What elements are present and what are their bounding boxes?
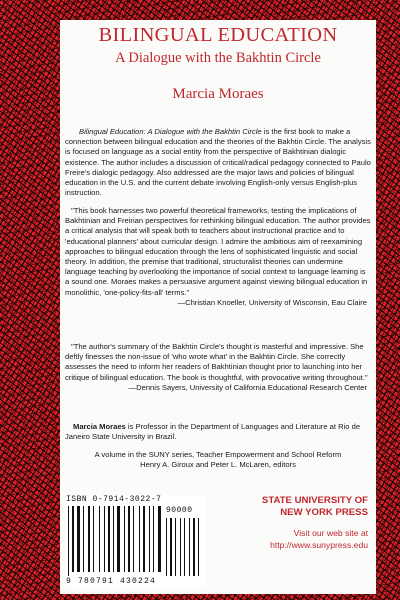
series-note xyxy=(65,450,371,470)
barcode-bar xyxy=(143,506,145,572)
series-line-2: Henry A. Giroux and Peter L. McLaren, editors xyxy=(140,460,296,470)
barcode-bar xyxy=(83,506,84,572)
publisher-line-2: NEW YORK PRESS xyxy=(280,507,368,518)
barcode-bar xyxy=(113,506,114,572)
barcode-bar xyxy=(117,506,120,572)
endorsement-1 xyxy=(65,206,371,308)
publisher-name xyxy=(262,495,368,519)
endorsement-1-quote: "This book harnesses two powerful theoretical frameworks, testing the implications of Bakhtinian and Freirian perspectives for rethinking bilingual education. The author provides a critical analysis that will speak both to teachers about instructional practice and to 'educational planners' about curricular design. I admire the ambitious aim of reexamining approaches to bilingual education through the lens of sophisticated linguistic and social theory. In addition, the premise that traditional, structuralist theories can undermine language teaching by overlooking the importance of social context to language learning is a sound one. Moraes makes a persuasive argument against viewing bilingual education in monolithic, 'one-policy-fits-all' terms." xyxy=(65,206,371,297)
barcode-bar xyxy=(158,506,161,572)
barcode-bars xyxy=(66,506,206,576)
endorsement-2 xyxy=(65,342,371,393)
website-line-1: Visit our web site at xyxy=(293,528,368,538)
bio-name: Marcia Moraes xyxy=(73,422,126,431)
publisher-website xyxy=(270,528,368,551)
barcode-bar xyxy=(133,506,134,572)
endorsement-1-attribution: —Christian Knoeller, University of Wisconsin, Eau Claire xyxy=(177,297,367,307)
barcode-bar xyxy=(128,506,130,572)
book-subtitle: A Dialogue with the Bakhtin Circle xyxy=(115,50,321,66)
book-author: Marcia Moraes xyxy=(172,86,264,102)
addon-bar xyxy=(170,518,172,576)
addon-bar xyxy=(198,518,199,576)
barcode-bar xyxy=(93,506,94,572)
ean-number: 9 780791 430224 xyxy=(66,577,157,586)
barcode-bar xyxy=(104,506,105,572)
isbn-number: ISBN 0-7914-3022-7 xyxy=(66,495,162,504)
description-book-title: Bilingual Education: A Dialogue with the Bakhtin Circle xyxy=(79,127,262,136)
addon-bar xyxy=(175,518,176,576)
barcode-bar xyxy=(77,506,80,572)
book-title: BILINGUAL EDUCATION xyxy=(98,24,338,46)
barcode-addon: 90000 xyxy=(166,506,193,515)
barcode-bar xyxy=(108,506,110,572)
addon-bar xyxy=(180,518,181,576)
barcode-bar xyxy=(139,506,140,572)
addon-bar xyxy=(184,518,185,576)
isbn-barcode xyxy=(66,495,206,587)
endorsement-2-quote: "The author's summary of the Bakhtin Circle's thought is masterful and impressive. She deftly finesses the non-issue of 'who wrote what' in the Bakhtin Circle. She correctly assesses the need to inform her readers of Bakhtinian thought prior to launching into her critique of bilingual education. The book is thoughtful, with provocative writing throughout." xyxy=(65,342,368,382)
website-url[interactable]: http://www.sunypress.edu xyxy=(270,539,368,550)
addon-bar xyxy=(193,518,195,576)
addon-bar xyxy=(189,518,190,576)
series-line-1: A volume in the SUNY series, Teacher Empowerment and School Reform xyxy=(94,450,342,459)
addon-bar xyxy=(166,518,167,576)
barcode-bar xyxy=(149,506,150,572)
endorsement-2-attribution: —Dennis Sayers, University of California Educational Research Center xyxy=(128,382,367,392)
barcode-bar xyxy=(72,506,74,572)
barcode-bar xyxy=(153,506,154,572)
author-bio xyxy=(65,422,371,442)
barcode-bar xyxy=(99,506,100,572)
back-cover-panel xyxy=(60,20,376,594)
publisher-line-1: STATE UNIVERSITY OF xyxy=(261,495,368,506)
book-description xyxy=(65,127,371,198)
bio-text: is Professor in the Department of Languages and Literature at Rio de Janeiro State University in Brazil. xyxy=(65,422,361,442)
description-text: is the first book to make a connection between bilingual education and the theories of the Bakhtin Circle. The analysis is focused on language as a social entity from the perspective of Bakhtinian dialogic existence. The author includes a discussion of critical/radical pedagogy connected to Paulo Freire's dialogic pedagogy. Also addressed are the major laws and policies of bilingual education in the U.S. and the current debate involving English-only versus English-plus instruction. xyxy=(65,127,371,198)
barcode-bar xyxy=(124,506,125,572)
barcode-bar xyxy=(68,506,69,576)
barcode-bar xyxy=(88,506,90,572)
